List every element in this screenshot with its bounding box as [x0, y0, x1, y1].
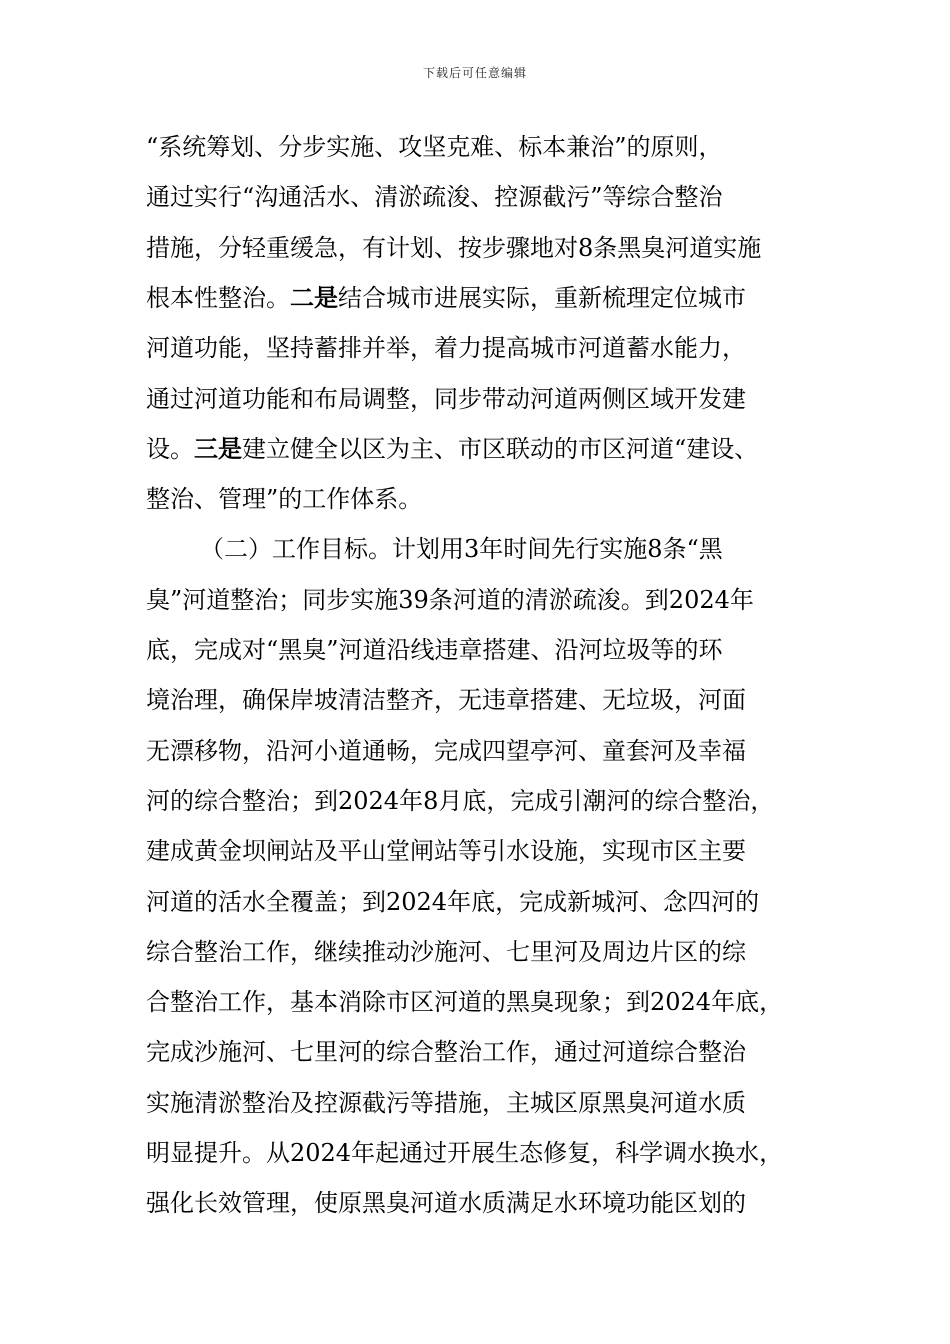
text-segment: 措施，分轻重缓急，有计划、按步骤地对8条黑臭河道实施: [146, 233, 762, 262]
text-line: [146, 1134, 826, 1172]
text-segment: 建成黄金坝闸站及平山堂闸站等引水设施，实现市区主要: [146, 837, 746, 866]
text-segment: 合整治工作，基本消除市区河道的黑臭现象；到2024年底，: [146, 988, 784, 1017]
text-segment: 河的综合整治；到2024年8月底，完成引潮河的综合整治，: [146, 786, 775, 815]
text-segment: 臭”河道整治；同步实施39条河道的清淤疏浚。到2024年: [146, 585, 754, 614]
text-segment: 设。: [146, 434, 194, 463]
text-line: [146, 380, 826, 418]
text-line: [200, 530, 826, 568]
text-segment: 建立健全以区为主、市区联动的市区河道“建设、: [242, 434, 759, 463]
bold-lead-term: 三是: [194, 433, 242, 463]
text-segment: 无漂移物，沿河小道通畅，完成四望亭河、童套河及幸福: [146, 736, 746, 765]
text-segment: “系统筹划、分步实施、攻坚克难、标本兼治”的原则，: [146, 133, 723, 161]
text-line: [146, 983, 826, 1021]
text-segment: 境治理，确保岸坡清洁整齐，无违章搭建、无垃圾，河面: [146, 686, 746, 715]
text-segment: 根本性整治。: [146, 283, 290, 312]
text-line: [146, 933, 826, 971]
text-segment: 通过实行“沟通活水、清淤疏浚、控源截污”等综合整治: [146, 183, 723, 212]
text-segment: 完成沙施河、七里河的综合整治工作，通过河道综合整治: [146, 1038, 746, 1067]
text-segment: 底，完成对“黑臭”河道沿线违章搭建、沿河垃圾等的环: [146, 636, 723, 664]
text-segment: （二）工作目标。计划用3年时间先行实施8条“黑: [200, 535, 723, 564]
text-line: [146, 732, 826, 770]
text-segment: 结合城市进展实际，重新梳理定位城市: [338, 283, 746, 312]
text-segment: 通过河道功能和布局调整，同步带动河道两侧区域开发建: [146, 384, 746, 413]
text-line: [146, 1084, 826, 1122]
text-line: [146, 581, 826, 619]
text-segment: 整治、管理”的工作体系。: [146, 485, 423, 514]
text-line: [146, 832, 826, 870]
text-line: [146, 178, 826, 216]
bold-lead-term: 二是: [290, 282, 338, 312]
text-line: [146, 128, 826, 166]
text-line: [146, 279, 826, 317]
page-header-note: 下载后可任意编辑: [422, 66, 527, 80]
text-line: [146, 229, 826, 267]
text-segment: 强化长效管理，使原黑臭河道水质满足水环境功能区划的: [146, 1189, 746, 1218]
text-line: [146, 1184, 826, 1222]
text-line: [146, 681, 826, 719]
text-segment: 综合整治工作，继续推动沙施河、七里河及周边片区的综: [146, 937, 746, 966]
text-line: [146, 430, 826, 468]
text-line: [146, 883, 826, 921]
text-segment: 明显提升。从2024年起通过开展生态修复，科学调水换水，: [146, 1139, 784, 1167]
text-line: [146, 329, 826, 367]
text-line: [146, 480, 826, 518]
text-segment: 实施清淤整治及控源截污等措施，主城区原黑臭河道水质: [146, 1088, 746, 1117]
text-segment: 河道功能，坚持蓄排并举，着力提高城市河道蓄水能力，: [146, 334, 746, 363]
text-line: [146, 782, 826, 820]
text-line: [146, 631, 826, 669]
text-segment: 河道的活水全覆盖；到2024年底，完成新城河、念四河的: [146, 887, 760, 916]
text-line: [146, 1033, 826, 1071]
